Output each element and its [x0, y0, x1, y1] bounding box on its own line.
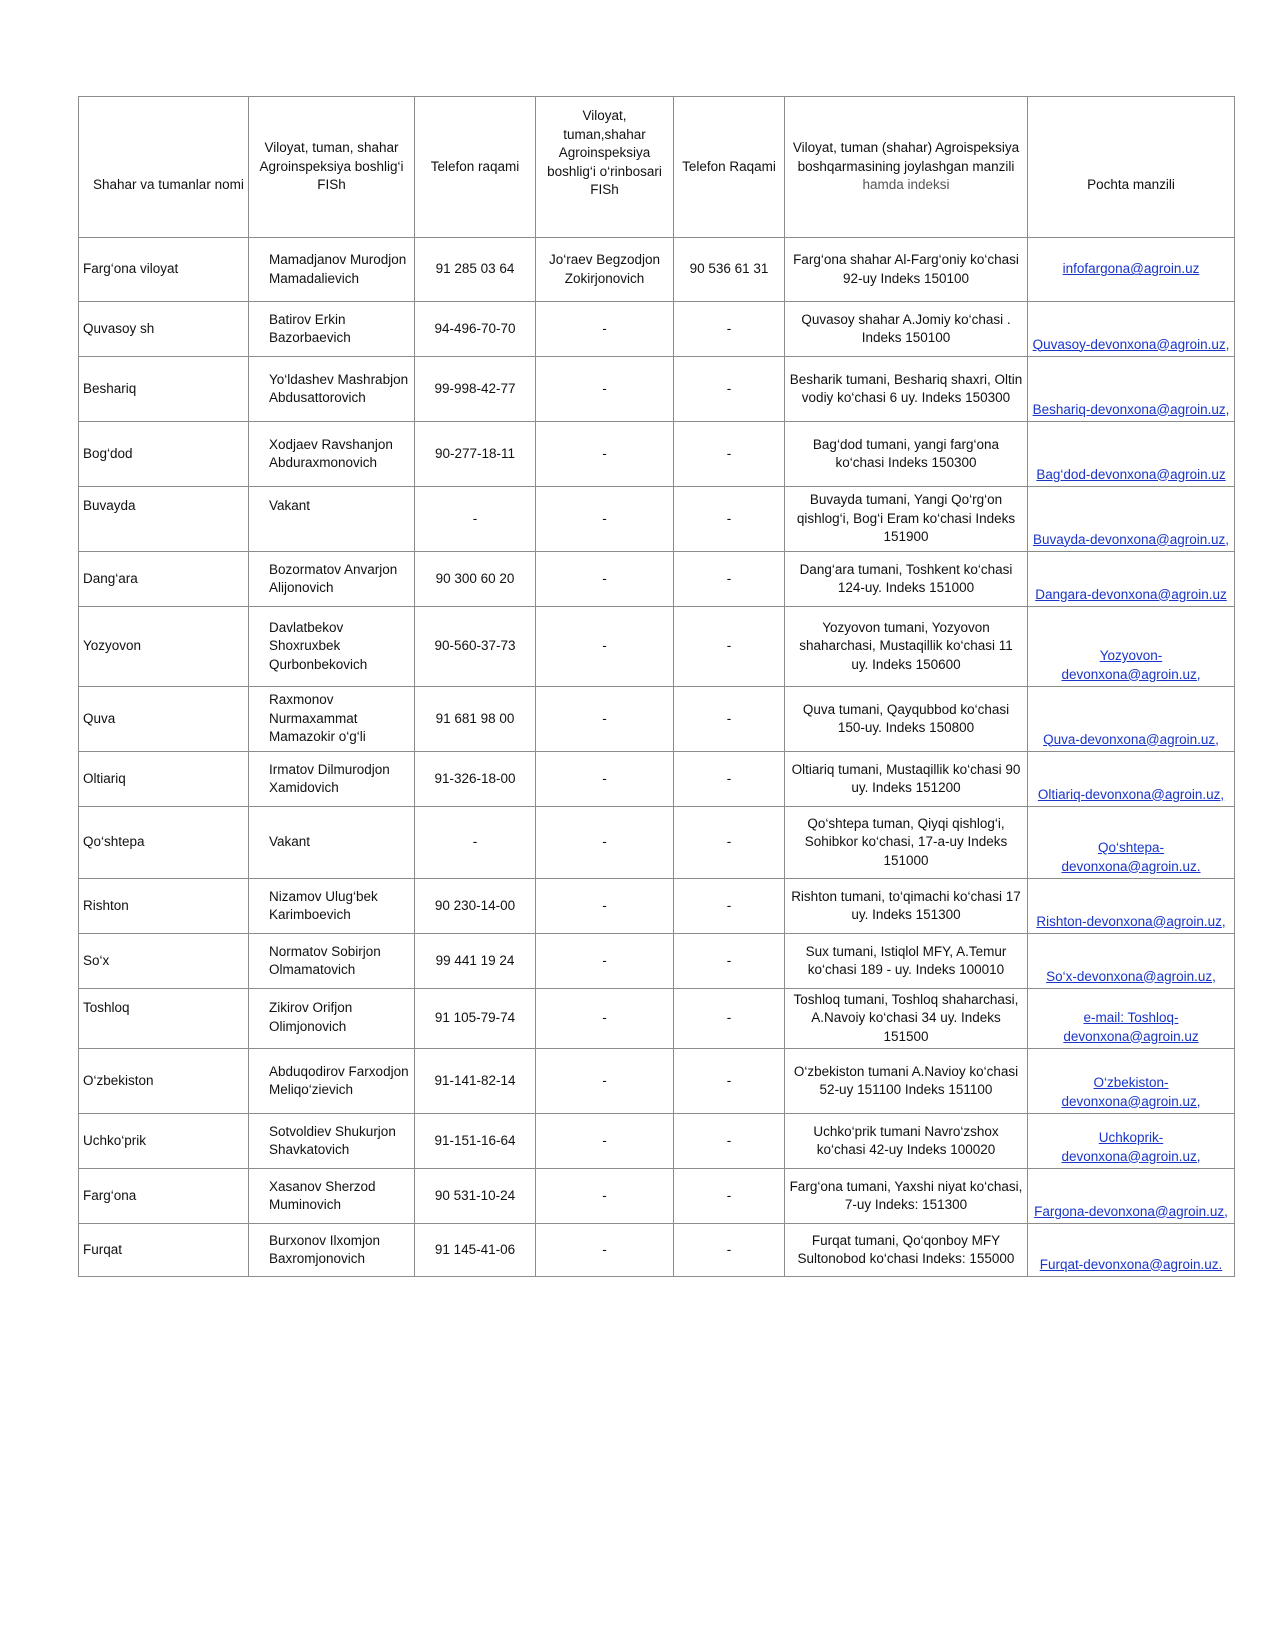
head-name-cell: Abduqodirov Farxodjon Meliqo‘zievich — [249, 1049, 415, 1114]
address-cell: Quva tumani, Qayqubbod ko‘chasi 150-uy. Indeks 150800 — [785, 687, 1028, 752]
district-name-cell: Uchko‘prik — [79, 1114, 249, 1169]
header-deputy-name: Viloyat, tuman,shahar Agroinspeksiya boshlig‘i o‘rinbosari FISh — [536, 97, 674, 238]
email-cell — [1028, 487, 1235, 552]
address-cell: O‘zbekiston tumani A.Navioy ko‘chasi 52-uy 151100 Indeks 151100 — [785, 1049, 1028, 1114]
table-row — [79, 807, 1235, 879]
email-link[interactable]: Bag‘dod-devonxona@agroin.uz — [1036, 466, 1226, 482]
address-cell: Rishton tumani, to‘qimachi ko‘chasi 17 uy. Indeks 151300 — [785, 879, 1028, 934]
deputy-phone-cell: 90 536 61 31 — [674, 238, 785, 302]
email-link[interactable]: e-mail: Toshloq-devonxona@agroin.uz — [1063, 1010, 1199, 1044]
deputy-phone-cell: - — [674, 934, 785, 989]
head-name-cell: Xodjaev Ravshanjon Abduraxmonovich — [249, 422, 415, 487]
address-cell: Furqat tumani, Qo‘qonboy MFY Sultonobod ko‘chasi Indeks: 155000 — [785, 1224, 1028, 1277]
address-cell: Quvasoy shahar A.Jomiy ko‘chasi . Indeks 150100 — [785, 302, 1028, 357]
header-address-suffix: hamda indeksi — [862, 177, 950, 193]
header-deputy-phone: Telefon Raqami — [674, 97, 785, 238]
district-name-cell: Oltiariq — [79, 752, 249, 807]
deputy-phone-cell: - — [674, 879, 785, 934]
table-row — [79, 752, 1235, 807]
phone-cell: 91-151-16-64 — [415, 1114, 536, 1169]
head-name-cell: Davlatbekov Shoxruxbek Qurbonbekovich — [249, 607, 415, 687]
header-address — [785, 97, 1028, 238]
table-row — [79, 487, 1235, 552]
phone-cell: 90 300 60 20 — [415, 552, 536, 607]
table-row — [79, 687, 1235, 752]
address-cell: Oltiariq tumani, Mustaqillik ko‘chasi 90 uy. Indeks 151200 — [785, 752, 1028, 807]
head-name-cell: Irmatov Dilmurodjon Xamidovich — [249, 752, 415, 807]
deputy-name-cell: - — [536, 989, 674, 1049]
district-name-cell: Farg‘ona viloyat — [79, 238, 249, 302]
deputy-name-cell: - — [536, 302, 674, 357]
address-cell: Qo‘shtepa tuman, Qiyqi qishlog‘i, Sohibkor ko‘chasi, 17-a-uy Indeks 151000 — [785, 807, 1028, 879]
head-name-cell: Zikirov Orifjon Olimjonovich — [249, 989, 415, 1049]
phone-cell: 91-326-18-00 — [415, 752, 536, 807]
head-name-cell: Burxonov Ilxomjon Baxromjonovich — [249, 1224, 415, 1277]
phone-cell: 90-277-18-11 — [415, 422, 536, 487]
header-address-main: Viloyat, tuman (shahar) Agroispeksiya boshqarmasining joylashgan manzili — [792, 140, 1020, 174]
table-header-row — [79, 97, 1235, 238]
deputy-name-cell: - — [536, 357, 674, 422]
head-name-cell: Batirov Erkin Bazorbaevich — [249, 302, 415, 357]
table-row — [79, 422, 1235, 487]
district-name-cell: Beshariq — [79, 357, 249, 422]
phone-cell: 91-141-82-14 — [415, 1049, 536, 1114]
table-row — [79, 1169, 1235, 1224]
header-email: Pochta manzili — [1028, 97, 1235, 238]
deputy-phone-cell: - — [674, 422, 785, 487]
address-cell: Besharik tumani, Beshariq shaxri, Oltin vodiy ko‘chasi 6 uy. Indeks 150300 — [785, 357, 1028, 422]
deputy-phone-cell: - — [674, 552, 785, 607]
address-cell: Uchko‘prik tumani Navro‘zshox ko‘chasi 42-uy Indeks 100020 — [785, 1114, 1028, 1169]
district-name-cell: Quvasoy sh — [79, 302, 249, 357]
deputy-phone-cell: - — [674, 1169, 785, 1224]
email-cell — [1028, 238, 1235, 302]
email-cell — [1028, 357, 1235, 422]
email-link[interactable]: Quva-devonxona@agroin.uz, — [1043, 731, 1219, 747]
district-name-cell: Farg‘ona — [79, 1169, 249, 1224]
deputy-name-cell: - — [536, 1169, 674, 1224]
deputy-name-cell: - — [536, 879, 674, 934]
deputy-name-cell: - — [536, 1114, 674, 1169]
phone-cell: 91 145-41-06 — [415, 1224, 536, 1277]
email-link[interactable]: Qo‘shtepa-devonxona@agroin.uz. — [1061, 840, 1201, 874]
deputy-phone-cell: - — [674, 752, 785, 807]
email-cell — [1028, 302, 1235, 357]
phone-cell: - — [415, 807, 536, 879]
email-cell — [1028, 1114, 1235, 1169]
phone-cell: - — [415, 487, 536, 552]
header-head-name: Viloyat, tuman, shahar Agroinspeksiya boshlig‘i FISh — [249, 97, 415, 238]
head-name-cell: Xasanov Sherzod Muminovich — [249, 1169, 415, 1224]
table-row — [79, 1049, 1235, 1114]
deputy-phone-cell: - — [674, 1049, 785, 1114]
head-name-cell: Bozormatov Anvarjon Alijonovich — [249, 552, 415, 607]
email-link[interactable]: Yozyovon-devonxona@agroin.uz, — [1061, 648, 1201, 682]
deputy-name-cell: - — [536, 752, 674, 807]
deputy-phone-cell: - — [674, 607, 785, 687]
address-cell: Toshloq tumani, Toshloq shaharchasi, A.Navoiy ko‘chasi 34 uy. Indeks 151500 — [785, 989, 1028, 1049]
head-name-cell: Vakant — [249, 807, 415, 879]
district-name-cell: Furqat — [79, 1224, 249, 1277]
district-name-cell: Yozyovon — [79, 607, 249, 687]
email-cell — [1028, 687, 1235, 752]
email-cell — [1028, 752, 1235, 807]
deputy-phone-cell: - — [674, 989, 785, 1049]
district-name-cell: Dang‘ara — [79, 552, 249, 607]
deputy-name-cell: - — [536, 487, 674, 552]
email-cell — [1028, 934, 1235, 989]
table-row — [79, 1114, 1235, 1169]
deputy-name-cell: - — [536, 422, 674, 487]
deputy-phone-cell: - — [674, 687, 785, 752]
head-name-cell: Sotvoldiev Shukurjon Shavkatovich — [249, 1114, 415, 1169]
table-row — [79, 238, 1235, 302]
deputy-name-cell: - — [536, 607, 674, 687]
phone-cell: 90 230-14-00 — [415, 879, 536, 934]
contacts-document — [78, 96, 1234, 1277]
deputy-phone-cell: - — [674, 1114, 785, 1169]
table-row — [79, 552, 1235, 607]
email-link[interactable]: Buvayda-devonxona@agroin.uz, — [1032, 531, 1230, 547]
email-cell — [1028, 1169, 1235, 1224]
deputy-name-cell: - — [536, 807, 674, 879]
district-name-cell: Buvayda — [79, 487, 249, 552]
phone-cell: 91 105-79-74 — [415, 989, 536, 1049]
email-link[interactable]: Beshariq-devonxona@agroin.uz, — [1032, 401, 1230, 417]
head-name-cell: Mamadjanov Murodjon Mamadalievich — [249, 238, 415, 302]
table-row — [79, 357, 1235, 422]
district-name-cell: Quva — [79, 687, 249, 752]
head-name-cell: Normatov Sobirjon Olmamatovich — [249, 934, 415, 989]
deputy-name-cell: - — [536, 1049, 674, 1114]
phone-cell: 90-560-37-73 — [415, 607, 536, 687]
email-cell — [1028, 879, 1235, 934]
phone-cell: 94-496-70-70 — [415, 302, 536, 357]
deputy-phone-cell: - — [674, 357, 785, 422]
phone-cell: 99 441 19 24 — [415, 934, 536, 989]
deputy-name-cell: - — [536, 1224, 674, 1277]
table-row — [79, 934, 1235, 989]
head-name-cell: Nizamov Ulug‘bek Karimboevich — [249, 879, 415, 934]
email-link[interactable]: infofargona@agroin.uz — [1062, 261, 1200, 277]
header-phone: Telefon raqami — [415, 97, 536, 238]
email-link[interactable]: Oltiariq-devonxona@agroin.uz, — [1037, 786, 1225, 802]
email-link[interactable]: Rishton-devonxona@agroin.uz, — [1036, 913, 1226, 929]
table-row — [79, 302, 1235, 357]
address-cell: Buvayda tumani, Yangi Qo‘rg‘on qishlog‘i, Bog‘i Eram ko‘chasi Indeks 151900 — [785, 487, 1028, 552]
email-link[interactable]: Dangara-devonxona@agroin.uz — [1035, 586, 1227, 602]
email-cell — [1028, 552, 1235, 607]
phone-cell: 91 681 98 00 — [415, 687, 536, 752]
district-name-cell: Bog‘dod — [79, 422, 249, 487]
district-name-cell: Toshloq — [79, 989, 249, 1049]
deputy-phone-cell: - — [674, 487, 785, 552]
deputy-name-cell: Jo‘raev Begzodjon Zokirjonovich — [536, 238, 674, 302]
address-cell: Yozyovon tumani, Yozyovon shaharchasi, Mustaqillik ko‘chasi 11 uy. Indeks 150600 — [785, 607, 1028, 687]
email-link[interactable]: Quvasoy-devonxona@agroin.uz, — [1032, 336, 1230, 352]
table-row — [79, 1224, 1235, 1277]
address-cell: Dang‘ara tumani, Toshkent ko‘chasi 124-uy. Indeks 151000 — [785, 552, 1028, 607]
email-link[interactable]: So‘x-devonxona@agroin.uz, — [1046, 968, 1216, 984]
head-name-cell: Vakant — [249, 487, 415, 552]
deputy-name-cell: - — [536, 687, 674, 752]
table-row — [79, 607, 1235, 687]
deputy-name-cell: - — [536, 552, 674, 607]
phone-cell: 90 531-10-24 — [415, 1169, 536, 1224]
phone-cell: 91 285 03 64 — [415, 238, 536, 302]
head-name-cell: Yo‘ldashev Mashrabjon Abdusattorovich — [249, 357, 415, 422]
email-cell — [1028, 607, 1235, 687]
head-name-cell: Raxmonov Nurmaxammat Mamazokir o‘g‘li — [249, 687, 415, 752]
address-cell: Bag‘dod tumani, yangi farg‘ona ko‘chasi Indeks 150300 — [785, 422, 1028, 487]
address-cell: Farg‘ona shahar Al-Farg‘oniy ko‘chasi 92-uy Indeks 150100 — [785, 238, 1028, 302]
district-name-cell: Qo‘shtepa — [79, 807, 249, 879]
email-cell — [1028, 989, 1235, 1049]
email-link[interactable]: Uchkoprik-devonxona@agroin.uz, — [1061, 1130, 1201, 1164]
email-cell — [1028, 1224, 1235, 1277]
email-link[interactable]: Fargona-devonxona@agroin.uz, — [1034, 1203, 1228, 1219]
email-cell — [1028, 1049, 1235, 1114]
district-name-cell: So‘x — [79, 934, 249, 989]
header-district-name: Shahar va tumanlar nomi — [79, 97, 249, 238]
deputy-phone-cell: - — [674, 807, 785, 879]
address-cell: Sux tumani, Istiqlol MFY, A.Temur ko‘chasi 189 - uy. Indeks 100010 — [785, 934, 1028, 989]
table-row — [79, 879, 1235, 934]
district-name-cell: Rishton — [79, 879, 249, 934]
email-cell — [1028, 422, 1235, 487]
email-cell — [1028, 807, 1235, 879]
deputy-phone-cell: - — [674, 302, 785, 357]
district-name-cell: O‘zbekiston — [79, 1049, 249, 1114]
email-link[interactable]: O‘zbekiston-devonxona@agroin.uz, — [1061, 1075, 1201, 1109]
address-cell: Farg‘ona tumani, Yaxshi niyat ko‘chasi, 7-uy Indeks: 151300 — [785, 1169, 1028, 1224]
email-link[interactable]: Furqat-devonxona@agroin.uz. — [1039, 1256, 1223, 1272]
phone-cell: 99-998-42-77 — [415, 357, 536, 422]
deputy-phone-cell: - — [674, 1224, 785, 1277]
deputy-name-cell: - — [536, 934, 674, 989]
agroinspection-contacts-table — [78, 96, 1235, 1277]
table-row — [79, 989, 1235, 1049]
